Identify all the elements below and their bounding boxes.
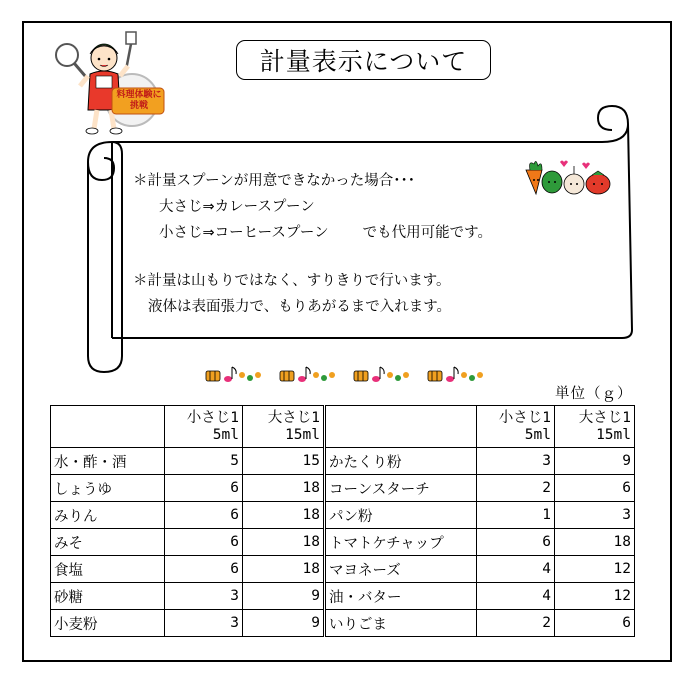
measurement-table bbox=[50, 405, 635, 637]
ingredient-name: いりごま bbox=[325, 610, 477, 637]
small-spoon-value: 6 bbox=[165, 502, 243, 529]
small-spoon-value: 1 bbox=[477, 502, 555, 529]
unit-label: 単位（ｇ） bbox=[555, 386, 633, 402]
table-row bbox=[51, 475, 635, 502]
large-spoon-value: 18 bbox=[243, 475, 325, 502]
small-spoon-value: 4 bbox=[477, 583, 555, 610]
ingredient-name: かたくり粉 bbox=[325, 448, 477, 475]
small-spoon-value: 5 bbox=[165, 448, 243, 475]
scroll-notes bbox=[133, 168, 553, 320]
header-small-spoon-right: 小さじ1 5ml bbox=[477, 406, 555, 448]
large-spoon-value: 9 bbox=[555, 448, 635, 475]
large-spoon-value: 18 bbox=[243, 502, 325, 529]
small-spoon-value: 3 bbox=[165, 610, 243, 637]
ingredient-name: パン粉 bbox=[325, 502, 477, 529]
ingredient-name: 砂糖 bbox=[51, 583, 165, 610]
large-spoon-value: 18 bbox=[555, 529, 635, 556]
ingredient-name: コーンスターチ bbox=[325, 475, 477, 502]
teaspoon-substitute-row bbox=[133, 220, 553, 246]
table-row bbox=[51, 448, 635, 475]
music-notes-group-1 bbox=[206, 367, 261, 382]
music-notes-decoration bbox=[204, 363, 500, 385]
large-spoon-value: 6 bbox=[555, 475, 635, 502]
vegetables-illustration bbox=[520, 156, 620, 198]
large-spoon-value: 3 bbox=[555, 502, 635, 529]
small-spoon-value: 3 bbox=[165, 583, 243, 610]
ingredient-name: みりん bbox=[51, 502, 165, 529]
table-row bbox=[51, 556, 635, 583]
large-spoon-value: 12 bbox=[555, 556, 635, 583]
ingredient-name: みそ bbox=[51, 529, 165, 556]
header-large-spoon-left: 大さじ1 15ml bbox=[243, 406, 325, 448]
small-spoon-value: 6 bbox=[165, 475, 243, 502]
large-spoon-value: 6 bbox=[555, 610, 635, 637]
header-blank-right bbox=[325, 406, 477, 448]
ingredient-name: 食塩 bbox=[51, 556, 165, 583]
large-spoon-value: 9 bbox=[243, 610, 325, 637]
tablespoon-substitute: 大さじ⇒カレースプーン bbox=[159, 199, 315, 215]
small-spoon-value: 2 bbox=[477, 610, 555, 637]
level-header: ＊計量は山もりではなく、すりきりで行います。 bbox=[133, 273, 451, 289]
table-row bbox=[51, 610, 635, 637]
large-spoon-value: 15 bbox=[243, 448, 325, 475]
large-spoon-value: 9 bbox=[243, 583, 325, 610]
table-row bbox=[51, 502, 635, 529]
table-row bbox=[51, 529, 635, 556]
header-blank-left bbox=[51, 406, 165, 448]
page-title-box bbox=[236, 40, 491, 80]
large-spoon-value: 18 bbox=[243, 529, 325, 556]
table-row bbox=[51, 583, 635, 610]
small-spoon-value: 6 bbox=[165, 529, 243, 556]
small-spoon-value: 6 bbox=[165, 556, 243, 583]
ingredient-name: 水・酢・酒 bbox=[51, 448, 165, 475]
table-header-row bbox=[51, 406, 635, 448]
substitute-ok: でも代用可能です。 bbox=[362, 225, 492, 241]
large-spoon-value: 18 bbox=[243, 556, 325, 583]
small-spoon-value: 2 bbox=[477, 475, 555, 502]
small-spoon-value: 6 bbox=[477, 529, 555, 556]
page-title: 計量表示について bbox=[259, 47, 468, 76]
teaspoon-substitute: 小さじ⇒コーヒースプーン bbox=[159, 225, 329, 241]
spoon-header: ＊計量スプーンが用意できなかった場合･･･ bbox=[133, 173, 416, 189]
ingredient-name: 油・バター bbox=[325, 583, 477, 610]
header-large-spoon-right: 大さじ1 15ml bbox=[555, 406, 635, 448]
logo-text: 料理体験に挑戦 bbox=[116, 90, 162, 111]
liquid-note: 液体は表面張力で、もりあがるまで入れます。 bbox=[148, 299, 452, 315]
small-spoon-value: 4 bbox=[477, 556, 555, 583]
small-spoon-value: 3 bbox=[477, 448, 555, 475]
ingredient-name: しょうゆ bbox=[51, 475, 165, 502]
ingredient-name: トマトケチャップ bbox=[325, 529, 477, 556]
header-small-spoon-left: 小さじ1 5ml bbox=[165, 406, 243, 448]
large-spoon-value: 12 bbox=[555, 583, 635, 610]
ingredient-name: マヨネーズ bbox=[325, 556, 477, 583]
ingredient-name: 小麦粉 bbox=[51, 610, 165, 637]
